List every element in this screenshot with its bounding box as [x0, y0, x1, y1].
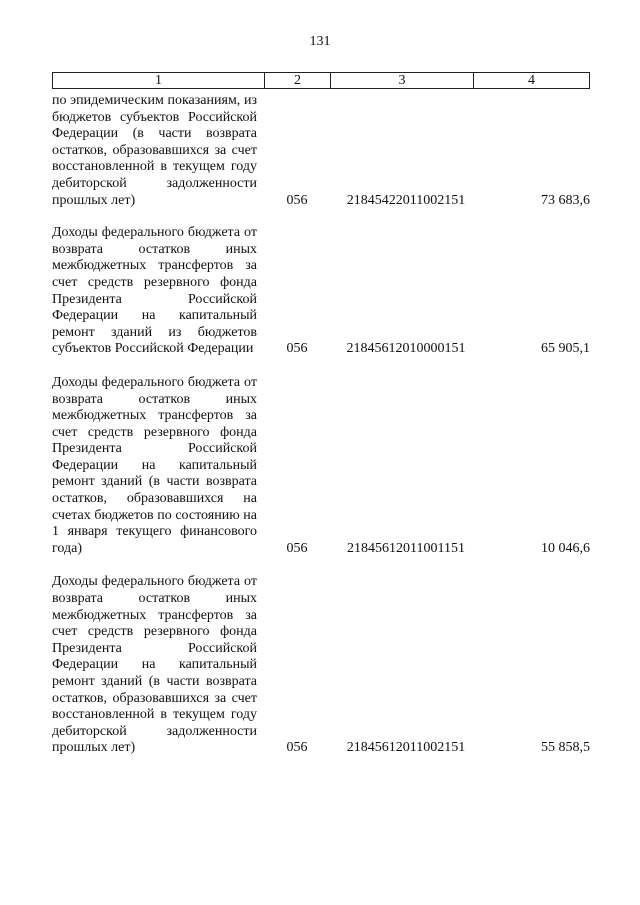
table-header [52, 72, 590, 89]
row-admin-code: 056 [286, 192, 308, 208]
row-budget-code: 21845612011001151 [347, 540, 465, 556]
column-header-1: 1 [155, 73, 162, 88]
row-amount: 55 858,5 [541, 740, 590, 756]
row-admin-code: 056 [286, 540, 308, 556]
row-description: Доходы федерального бюджета от возврата остатков иных межбюджетных трансфертов за счет средств резервного фонда Президента Российской Федерации на капитальный ремонт зданий (в части возврата остатков, образовавшихся за счет восстановленной в текущем году дебиторской задолженности прошлых лет) [52, 574, 257, 756]
row-budget-code: 21845612011002151 [346, 740, 466, 756]
column-header-4: 4 [473, 73, 589, 88]
page-number: 131 [309, 34, 331, 49]
column-header-3: 3 [330, 73, 473, 88]
row-budget-code: 21845612010000151 [346, 341, 466, 357]
table-body [52, 93, 590, 774]
table-row [52, 375, 590, 558]
column-header-2: 2 [264, 73, 330, 88]
table-row [52, 574, 590, 757]
table-row [52, 225, 590, 358]
row-description: по эпидемическим показаниям, из бюджетов субъектов Российской Федерации (в части возврата остатков, образовавшихся за счет восстановленной в текущем году дебиторской задолженности прошлых лет) [52, 93, 257, 208]
row-amount: 73 683,6 [541, 192, 590, 208]
row-description: Доходы федерального бюджета от возврата остатков иных межбюджетных трансфертов за счет средств резервного фонда Президента Российской Федерации на капитальный ремонт зданий (в части возврата остатков, образовавшихся на счетах бюджетов по состоянию на 1 января текущего финансового года) [52, 374, 257, 556]
row-admin-code: 056 [286, 740, 308, 756]
row-amount: 10 046,6 [541, 540, 590, 556]
row-description: Доходы федерального бюджета от возврата остатков иных межбюджетных трансфертов за счет средств резервного фонда Президента Российской Федерации на капитальный ремонт зданий из бюджетов субъектов Российской Федерации [52, 225, 257, 357]
table-row [52, 93, 590, 209]
row-amount: 65 905,1 [541, 341, 590, 357]
row-budget-code: 21845422011002151 [346, 192, 466, 208]
row-admin-code: 056 [286, 341, 308, 357]
